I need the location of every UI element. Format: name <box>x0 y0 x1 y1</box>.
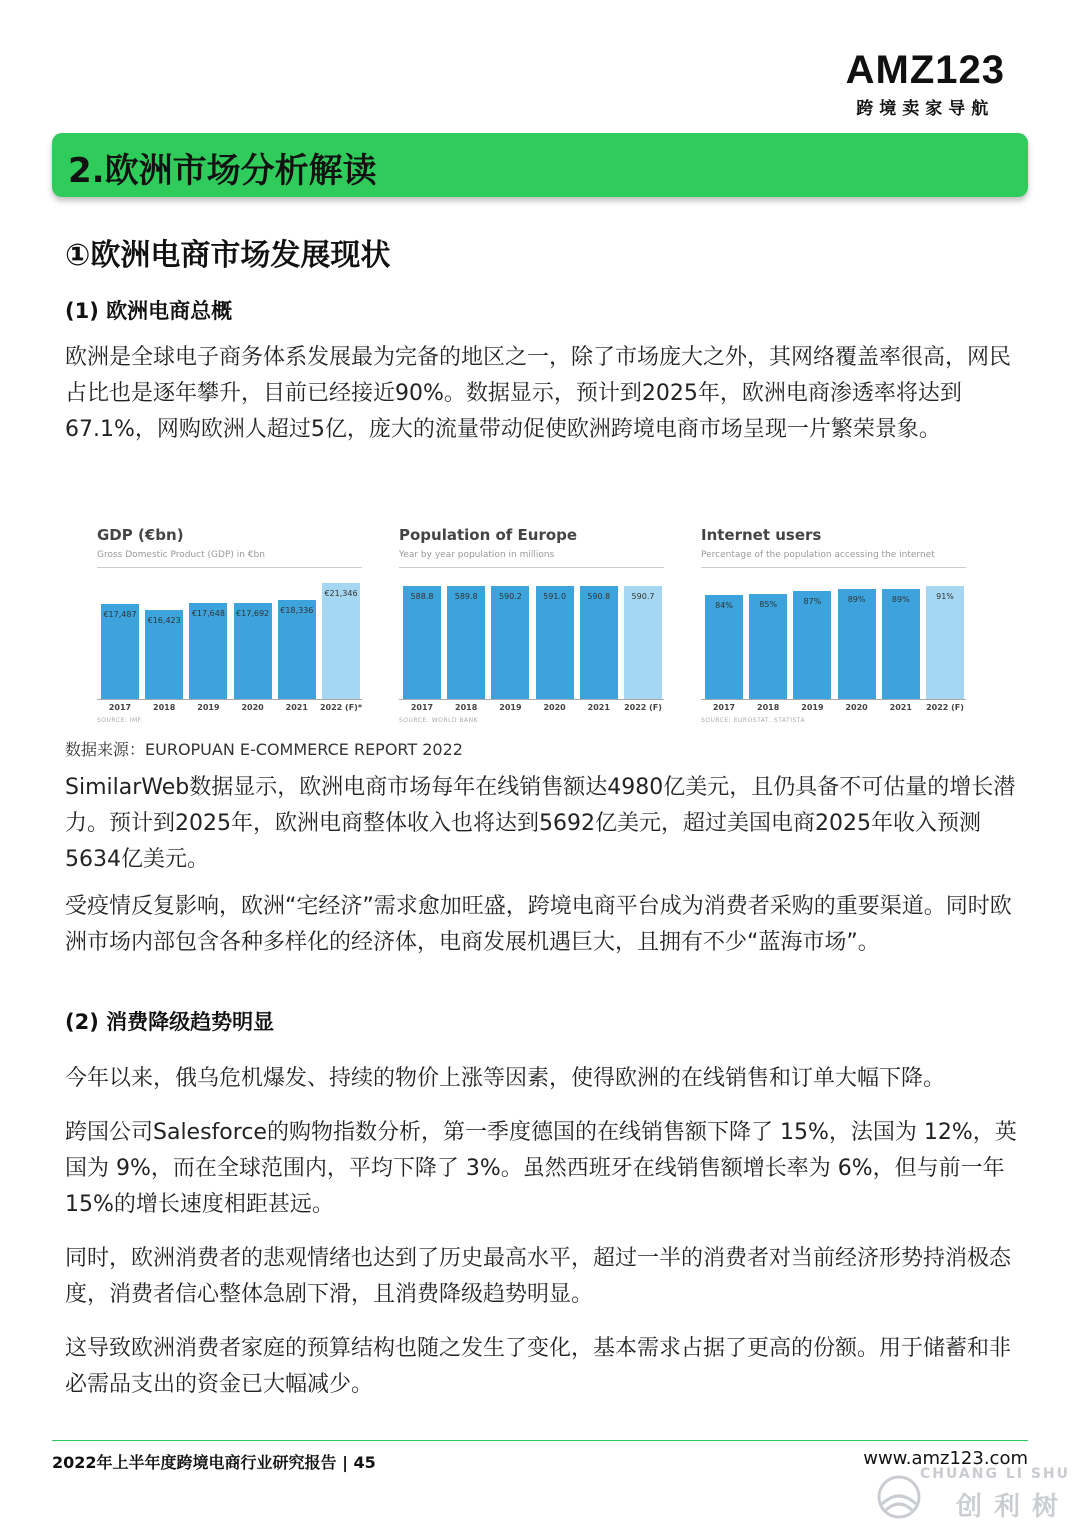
x-tick-label: 2018 <box>455 703 478 712</box>
chart-top-rule <box>701 567 966 568</box>
x-tick-label: 2017 <box>712 703 736 712</box>
bar-value-label: 590.2 <box>498 592 522 602</box>
bar-value-label: €16,423 <box>147 616 181 626</box>
charts-panel <box>65 496 1015 736</box>
bar-value-label: 591.0 <box>543 592 567 601</box>
banner-title: 2.欧洲市场分析解读 <box>68 151 377 191</box>
bar-value-label: 589.8 <box>454 592 478 602</box>
chart-title: GDP (€bn) <box>97 526 184 544</box>
x-tick-label: 2021 <box>889 703 912 712</box>
x-tick-label: 2022 (F) <box>926 703 964 712</box>
bar <box>926 586 964 699</box>
bar <box>403 586 441 699</box>
bar <box>705 595 743 699</box>
bar-value-label: 89% <box>891 594 910 604</box>
chart-title: Internet users <box>701 526 822 544</box>
bar <box>491 586 529 699</box>
chart-subtitle: Percentage of the population accessing the internet <box>701 550 935 560</box>
x-tick-label: 2017 <box>410 703 434 712</box>
chart-baseline <box>399 699 664 700</box>
bar-value-label: 85% <box>759 599 778 609</box>
bar <box>536 586 574 699</box>
chart-top-rule <box>399 567 664 568</box>
paragraph-crisis: 今年以来，俄乌危机爆发、持续的物价上涨等因素，使得欧洲的在线销售和订单大幅下降。 <box>65 1066 946 1091</box>
x-tick-label: 2022 (F)* <box>319 703 362 712</box>
chart-internet-users <box>669 496 969 736</box>
footer-website-link[interactable]: www.amz123.com <box>863 1448 1028 1469</box>
bar-value-label: €17,692 <box>236 609 270 619</box>
chart-gdp <box>65 496 365 736</box>
footer-divider <box>52 1440 1028 1441</box>
chart-source: SOURCE: IMF <box>97 717 142 724</box>
x-tick-label: 2021 <box>285 703 308 712</box>
chart-subtitle: Year by year population in millions <box>399 550 555 560</box>
x-tick-label: 2020 <box>543 703 566 712</box>
subsection-title-downgrade: (2) 消费降级趋势明显 <box>65 1010 275 1034</box>
section-banner <box>52 133 1028 197</box>
paragraph-salesforce: 跨国公司Salesforce的购物指数分析，第一季度德国的在线销售额下降了 15%，法国为 12%，英国为 9%，而在全球范围内，平均下降了 3%。虽然西班牙在线销售额增长率为 6%，但与前一年15%的增长速度相距甚远。 <box>65 1120 1017 1217</box>
x-tick-label: 2018 <box>153 703 176 712</box>
x-tick-label: 2021 <box>587 703 610 712</box>
watermark <box>870 1466 1070 1524</box>
bar <box>882 589 920 699</box>
bar <box>624 586 662 699</box>
bar-value-label: €17,648 <box>191 609 225 619</box>
bar <box>447 586 485 699</box>
paragraph-pessimism: 同时，欧洲消费者的悲观情绪也达到了历史最高水平，超过一半的消费者对当前经济形势持消极态度，消费者信心整体急剧下滑，且消费降级趋势明显。 <box>65 1246 1012 1307</box>
paragraph-overview: 欧洲是全球电子商务体系发展最为完备的地区之一，除了市场庞大之外，其网络覆盖率很高，网民占比也是逐年攀升，目前已经接近90%。数据显示，预计到2025年，欧洲电商渗透率将达到67.1%，网购欧洲人超过5亿，庞大的流量带动促使欧洲跨境电商市场呈现一片繁荣景象。 <box>65 345 1012 442</box>
bar-value-label: 87% <box>803 597 822 607</box>
amz123-logo[interactable] <box>846 50 1005 119</box>
logo-tagline: 跨境卖家导航 <box>856 99 995 119</box>
x-tick-label: 2019 <box>197 703 220 712</box>
footer-report-title: 2022年上半年度跨境电商行业研究报告 | 45 <box>52 1453 376 1472</box>
x-tick-label: 2018 <box>757 703 780 712</box>
bar-value-label: 590.7 <box>631 592 655 602</box>
chart-source-note: 数据来源：EUROPUAN E-COMMERCE REPORT 2022 <box>65 740 463 759</box>
bar-value-label: 89% <box>847 594 866 604</box>
bar <box>838 589 876 699</box>
x-tick-label: 2020 <box>845 703 868 712</box>
bar <box>793 591 831 699</box>
bar-value-label: €18,336 <box>280 605 314 615</box>
section-title: ①欧洲电商市场发展现状 <box>65 238 391 273</box>
x-tick-label: 2020 <box>241 703 264 712</box>
subsection-title-overview: (1) 欧洲电商总概 <box>65 299 233 323</box>
bar <box>322 583 360 699</box>
bar-value-label: 590.8 <box>587 592 611 602</box>
watermark-cn: 创利树 <box>955 1492 1070 1522</box>
chart-population <box>367 496 667 736</box>
paragraph-pandemic: 受疫情反复影响，欧洲“宅经济”需求愈加旺盛，跨境电商平台成为消费者采购的重要渠道。同时欧洲市场内部包含各种多样化的经济体，电商发展机遇巨大，且拥有不少“蓝海市场”。 <box>65 894 1012 955</box>
paragraph-similarweb: SimilarWeb数据显示，欧洲电商市场每年在线销售额达4980亿美元，且仍具备不可估量的增长潜力。预计到2025年，欧洲电商整体收入也将达到5692亿美元，超过美国电商2025年收入预测5634亿美元。 <box>65 775 1016 872</box>
x-tick-label: 2017 <box>108 703 132 712</box>
chart-title: Population of Europe <box>399 526 578 544</box>
bar <box>749 594 787 699</box>
chart-source: SOURCE: WORLD BANK <box>399 717 479 724</box>
paragraph-budget: 这导致欧洲消费者家庭的预算结构也随之发生了变化，基本需求占据了更高的份额。用于储蓄和非必需品支出的资金已大幅减少。 <box>65 1336 1012 1397</box>
bar-value-label: 91% <box>936 592 954 602</box>
x-tick-label: 2019 <box>499 703 522 712</box>
chart-subtitle: Gross Domestic Product (GDP) in €bn <box>97 550 265 560</box>
chart-top-rule <box>97 567 362 568</box>
bar-value-label: 588.8 <box>410 592 434 602</box>
logo-wordmark: AMZ123 <box>845 48 1005 92</box>
chart-baseline <box>701 699 966 700</box>
bar-value-label: 84% <box>715 601 733 610</box>
watermark-en: CHUANG LI SHU <box>919 1466 1070 1482</box>
bar-value-label: €21,346 <box>324 589 358 599</box>
chart-baseline <box>97 699 362 700</box>
x-tick-label: 2019 <box>801 703 824 712</box>
bar <box>580 586 618 699</box>
bar-value-label: €17,487 <box>103 610 137 620</box>
x-tick-label: 2022 (F) <box>624 703 662 712</box>
chart-source: SOURCE: EUROSTAT, STATISTA <box>701 717 806 724</box>
